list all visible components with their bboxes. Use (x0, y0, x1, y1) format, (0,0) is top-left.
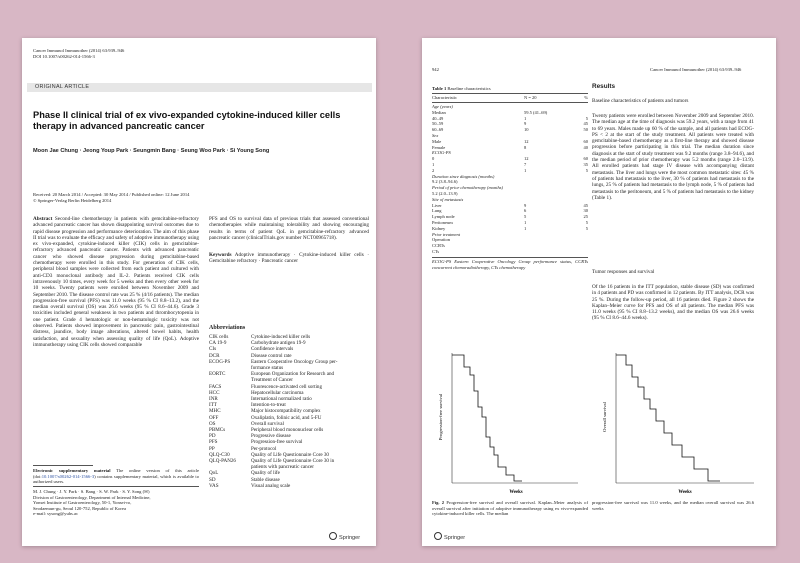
table-cell: Age (years) (432, 104, 453, 109)
affiliation-block (33, 489, 151, 517)
table-cell: Male (432, 138, 442, 144)
abbreviation-term: CA 19-9 (209, 340, 227, 347)
abbreviation-term: HCC (209, 389, 220, 396)
table-cell: 45 (583, 202, 588, 208)
table-cell: 1 (524, 167, 527, 173)
table-cell: CTs (432, 248, 440, 254)
table-cell: 12 (524, 156, 529, 162)
esm-note (33, 468, 199, 485)
received-dates: Received: 20 March 2014 / Accepted: 30 May 2014 / Published online: 12 June 2014 (33, 192, 190, 197)
abbreviation-term: ECOG-PS (209, 358, 231, 365)
table-cell: 9 (524, 202, 527, 208)
keywords-heading: Keywords (209, 252, 232, 258)
abbreviation-definition: Progression-free survival (251, 439, 303, 446)
abstract-heading: Abstract (33, 216, 53, 222)
table-cell (524, 249, 570, 255)
abbreviation-definition: Disease control rate (251, 352, 292, 359)
abbreviation-term: CIK cells (209, 334, 229, 340)
abbreviation-definition: International normalized ratio (251, 396, 312, 403)
abbreviation-term: QoL (209, 470, 219, 477)
abbreviation-definition: Per-protocol (251, 445, 277, 452)
table-cell: 6 (524, 208, 527, 214)
abbreviation-term: FACS (209, 383, 222, 390)
abbreviation-term: EORTC (209, 371, 226, 378)
table-cell: 50 (583, 127, 588, 133)
table-cell: 5.2 (2.0–13.9) (432, 190, 458, 196)
table-caption (432, 86, 491, 92)
springer-horse-icon (329, 532, 337, 540)
keywords (209, 252, 369, 265)
table-cell: 40 (583, 144, 588, 150)
page-2 (422, 38, 776, 546)
abbreviation-definition: Visual analog scale (251, 482, 291, 489)
table-body (432, 104, 588, 255)
table-cell: Kidney (432, 225, 446, 231)
os-panel (602, 353, 754, 495)
abbreviation-term: MHC (209, 408, 221, 415)
table-top-rule (432, 93, 588, 94)
abbreviation-term: SD (209, 476, 216, 483)
abbreviation-definition: Intention-to-treat (251, 402, 286, 409)
abbreviation-term: CIs (209, 346, 217, 353)
table-cell: 50–59 (432, 121, 444, 127)
publisher-name: Springer (339, 535, 361, 541)
abbreviation-definition: Fluorescence-activated cell sorting (251, 383, 322, 390)
abbreviation-term: PBMCs (209, 427, 226, 434)
affiliation-rule (33, 486, 199, 487)
table-bottom-rule (432, 257, 588, 258)
article-title: Phase II clinical trial of ex vivo-expanded cytokine-induced killer cells therapy in advanced pancreatic cancer (33, 110, 341, 131)
abbreviation-definition: Progressive disease (251, 433, 291, 440)
esm-text-end: ) contains supplementary material, which is available to authorized users. (33, 473, 199, 485)
subsection-tumor-responses: Tumor responses and survival (592, 269, 655, 275)
abbreviation-term: PP (209, 445, 215, 452)
abbreviation-term: QLQ-PAN26 (209, 458, 236, 465)
abstract-continued: PFS and OS to survival data of previous trials that assessed conventional chemotherapies while maintaining tolerability and showing encouraging results in terms of patient QoL in gemcitabine-refractory advanced pancreatic cancer (clinicalTrials.gov number NCT00965718). (209, 216, 369, 241)
table-cell: Lung (432, 208, 442, 214)
table-cell: 59.5 (41–69) (524, 109, 548, 115)
table-cell: 30 (583, 208, 588, 214)
abstract (33, 216, 199, 459)
table-cell: 1 (524, 115, 527, 121)
table-header-cell: Characteristic (432, 95, 457, 100)
abbreviation-definition: Oxaliplatin, folinic acid, and 5-FU (251, 414, 322, 421)
os-survival-curve (616, 355, 720, 481)
abbreviation-definition: Stable disease (251, 476, 280, 483)
table-cell: 5 (585, 167, 588, 173)
affiliation-line: Yonsei Institute of Gastroenterology, 50-1, Yonsei-ro, (33, 500, 132, 506)
table-cell: ECOG-PS (432, 150, 451, 156)
table-label: Table 1 (432, 86, 447, 91)
table-row (432, 249, 588, 255)
abstract-text: Second-line chemotherapy in patients with gemcitabine-refractory advanced pancreatic cancer has shown disappointing survival outcomes due to rapid disease progression and performance deterioration. The aim of this phase II trial was to evaluate the efficacy and safety of adoptive immunotherapy using ex vivo-expanded, cytokine-induced killer (CIK) cells in gemcitabine-refractory advanced pancreatic cancer. Patients with advanced pancreatic cancer who showed disease progression during gemcitabine-based chemotherapy were enrolled in this study. For generation of CIK cells, peripheral blood samples were collected from each patient and cultured with anti-CD3 monoclonal antibody and IL-2. Patients received CIK cells intravenously 10 times, every week for 5 weeks and then every other week for 10 weeks. Twenty patients were enrolled between November 2009 and September 2010. The disease control rate was 25 % (4/16 patients). The median progression-free survival (PFS) was 11.0 weeks (95 % CI 8.8–13.2), and the median overall survival (OS) was 26.6 weeks (95 % CI 8.6–44.6). Grade 3 toxicities included general weakness in two patients and thrombocytopenia in one patient. Grade 4 hematologic or non-hematologic toxicity was not observed. Patients showed improvement in pancreatic pain, gastrointestinal distress, jaundice, body image alterations, altered bowel habits, health satisfaction, and sexuality when assessing quality of life (QoL). Adoptive immunotherapy using CIK cells showed comparable (33, 216, 199, 348)
springer-horse-icon (434, 532, 442, 540)
table-cell: 7 (524, 161, 527, 167)
results-paragraph-1: Twenty patients were enrolled between November 2009 and September 2010. The median age at the time of diagnosis was 59.2 years, with a range from 41 to 69 years. Males made up 60 % of the sample, and all patients had ECOG-PS < 2 at the start of the study treatment. All patients were treated with gemcitabine-based chemotherapy as a first-line therapy and showed disease progression before participating in this trial. The median duration since diagnosis at the start of study treatment was 9.2 months (range 3.8–94.6), and the median period of prior chemotherapy was 5.2 months (range 2.0–13.9). All enrolled patients had stage IV disease with accompanying distant metastasis. The liver and lungs were the most common metastatic sites: 45 % of patients had metastasis to the liver, 30 % of patients had metastasis to the lungs, 25 % of patients had metastasis to the lymph node, 5 % of patients had metastasis to the peritoneum, and 5 % of patients had metastasis to the kidney (Table 1). (592, 113, 754, 201)
abbreviation-definition: European Organization for Research and (251, 371, 335, 378)
abbreviation-term: PFS (209, 439, 218, 446)
table-cell: Duration since diagnosis (months) (432, 173, 495, 179)
table-cell: 9.2 (3.8–94.6) (432, 179, 458, 185)
table-cell: 40–49 (432, 115, 444, 121)
table-cell: Female (432, 144, 446, 150)
table-cell: 45 (583, 121, 588, 127)
results-heading: Results (592, 83, 616, 90)
figure-2-km-curves (428, 347, 768, 497)
table-cell: 5 (585, 219, 588, 225)
table-cell: Sex (432, 132, 439, 138)
abbreviation-definition: patients with pancreatic cancer (251, 464, 314, 471)
abbreviation-definition: Carbohydrate antigen 19-9 (251, 340, 306, 347)
table-cell: 5 (585, 115, 588, 121)
figure-caption (432, 500, 588, 517)
abbreviation-term: PD (209, 433, 216, 440)
results-paragraph-2: Of the 16 patients in the ITT population, stable disease (SD) was confirmed in 4 patients and PD was confirmed in 12 patients. By ITT analysis, DCR was 25 %. During the follow-up period, all 16 patients died. Figure 2 shows the Kaplan–Meier curve for PFS and OS of all patients. The median PFS was 11.0 weeks (95 % CI 8.8–13.2 weeks), and the median OS was 26.6 weeks (95 % CI 8.6–44.6 weeks). (592, 284, 754, 322)
running-head-journal: Cancer Immunol Immunother (2014) 63:939–946 (33, 48, 125, 53)
table-cell: Peritoneum (432, 219, 453, 225)
abbreviation-definition: Hepatocellular carcinoma (251, 389, 304, 396)
table-cell: 9 (524, 121, 527, 127)
pfs-y-axis-label: Progression-free survival (438, 393, 443, 441)
table-cell: 1 (524, 219, 527, 225)
abbreviation-term: OS (209, 420, 216, 427)
table-cell: Prior treatment (432, 231, 460, 237)
table-cell: 60 (583, 138, 588, 144)
affiliation-line: Seodaemun-gu, Seoul 120-752, Republic of Korea (33, 505, 127, 511)
esm-doi-link[interactable]: 10.1007/s00262-014-1566-3 (41, 473, 95, 479)
author-list: Moon Jae Chung · Jeong Youp Park · Seungmin Bang · Seung Woo Park · Si Young Song (33, 148, 270, 154)
table-cell: 60 (583, 156, 588, 162)
figure-caption-text: Progression-free survival and overall survival. Kaplan–Meier analysis of overall survival after initiation of adoptive immunotherapy using ex vivo-expanded cytokine-induced killer cells. The median (432, 500, 588, 517)
table-cell: Operation (432, 237, 450, 243)
table-cell (570, 249, 588, 255)
table-cell: 2 (432, 167, 435, 173)
abbreviation-definition: Overall survival (251, 420, 284, 427)
springer-logo (434, 532, 465, 541)
publisher-name: Springer (444, 535, 466, 541)
abbreviation-term: ITT (209, 402, 217, 409)
affiliation-email: e-mail: sysong@yuhs.ac (33, 511, 79, 517)
table-cell: 5 (524, 214, 527, 220)
abbreviation-definition: formance status (251, 365, 284, 372)
table-cell: CCRTs (432, 243, 445, 249)
page-1 (22, 38, 376, 546)
table-header-rule (432, 102, 588, 103)
table-header-cell: % (584, 95, 588, 100)
abbreviation-definition: Treatment of Cancer (251, 377, 293, 384)
table-cell: 1 (432, 161, 435, 167)
figure-caption-continued: progression-free survival was 11.0 weeks, and the median overall survival was 26.6 weeks (592, 500, 754, 511)
table-header (432, 95, 588, 101)
table-cell: 10 (524, 127, 529, 133)
abbreviation-definition: Major histocompatibility complex (251, 408, 321, 415)
affiliation-line: Division of Gastroenterology, Department of Internal Medicine, (33, 494, 151, 500)
table-cell: 1 (524, 225, 527, 231)
abbreviation-term: DCR (209, 352, 220, 359)
article-type-banner (27, 83, 372, 92)
page-number: 942 (432, 67, 439, 72)
abbreviation-definition: Eastern Cooperative Oncology Group per- (251, 358, 338, 365)
table-cell: Liver (432, 202, 442, 208)
abbreviation-definition: Peripheral blood mononuclear cells (251, 427, 324, 434)
table-cell: 25 (583, 214, 588, 220)
table-cell: 5 (585, 225, 588, 231)
figure-caption-label: Fig. 2 (432, 500, 445, 505)
running-head: Cancer Immunol Immunother (2014) 63:939–946 (650, 67, 742, 72)
running-head-doi: DOI 10.1007/s00262-014-1566-3 (33, 54, 95, 59)
springer-logo (329, 532, 360, 541)
abbreviation-row (209, 483, 369, 489)
esm-text: The online version of this article (doi: (33, 468, 199, 479)
table-header-cell: N = 20 (524, 95, 537, 100)
table-cell: Lymph node (432, 214, 455, 220)
os-y-axis-label: Overall survival (602, 402, 607, 432)
table-footnote: ECOG-PS Eastern Cooperative Oncology Group performance status, CCRTs concurrent chemoradiotherapy, CTs chemotherapy (432, 259, 588, 270)
abbreviation-definition: Cytokine-induced killer cells (251, 334, 311, 340)
footnote-rule (33, 465, 93, 466)
esm-heading: Electronic supplementary material (33, 468, 111, 473)
pfs-survival-curve (452, 355, 522, 481)
table-cell: 8 (524, 144, 527, 150)
abbreviation-definition: Quality of Life Questionnaire Core 30 (251, 451, 329, 458)
copyright-notice: © Springer-Verlag Berlin Heidelberg 2014 (33, 198, 112, 203)
table-cell: 0 (432, 156, 435, 162)
abbreviations-heading: Abbreviations (209, 325, 246, 331)
keywords-text: Adoptive immunotherapy · Cytokine-induced killer cells · Gemcitabine refractory · Pancreatic cancer (209, 252, 370, 265)
abbreviation-term: OFF (209, 414, 219, 421)
abbreviation-term: INR (209, 396, 218, 403)
os-x-axis-label: Weeks (678, 490, 692, 495)
table-cell: 12 (524, 138, 529, 144)
pfs-x-axis-label: Weeks (509, 490, 523, 495)
abbreviation-term: QLQ-C30 (209, 451, 230, 458)
table-cell: 35 (583, 161, 588, 167)
table-cell: Period of prior chemotherapy (months) (432, 185, 503, 191)
table-cell: Site of metastasis (432, 196, 464, 202)
table-caption-text: Baseline characteristics (447, 86, 491, 91)
subsection-baseline: Baseline characteristics of patients and tumors (592, 98, 689, 104)
abbreviations-list (209, 334, 369, 489)
pfs-panel (438, 353, 578, 495)
table-cell: Median (432, 109, 446, 115)
abbreviation-definition: Quality of Life Questionnaire Core 30 in (251, 458, 335, 465)
table-cell: 60–69 (432, 127, 444, 133)
article-type: ORIGINAL ARTICLE (35, 84, 90, 90)
abbreviation-term: VAS (209, 482, 219, 489)
abbreviation-definition: Confidence intervals (251, 346, 294, 353)
affiliation-line: M. J. Chung · J. Y. Park · S. Bang · S. W. Park · S. Y. Song (✉) (33, 489, 150, 494)
abbreviation-definition: Quality of life (251, 470, 280, 477)
